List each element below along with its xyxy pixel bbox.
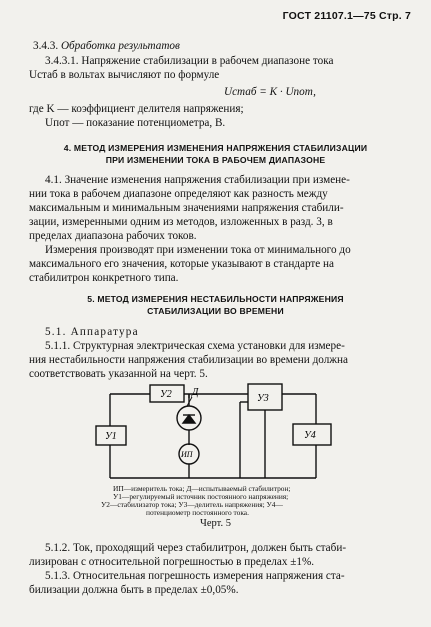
label-ip: ИП: [181, 450, 193, 459]
diagram-caption-line: ИП—измеритель тока; Д—испытываемый стабилитрон;: [113, 484, 291, 493]
paragraph-line: Измерения производят при изменении тока от минимального до: [45, 244, 351, 256]
subsection-heading: 5.1. Аппаратура: [45, 326, 139, 338]
paragraph-line: 5.1.3. Относительная погрешность измерения напряжения ста-: [45, 570, 345, 582]
diagram-caption-line: потенциометр постоянного тока.: [146, 508, 249, 517]
diagram-caption-line: У1—регулируемый источник постоянного напряжения;: [113, 492, 289, 501]
circuit-diagram: [88, 382, 350, 482]
paragraph-line: Uпот — показание потенциометра, В.: [45, 117, 226, 129]
figure-label: Черт. 5: [200, 518, 231, 529]
paragraph-line: 4.1. Значение изменения напряжения стабилизации при измене-: [45, 174, 350, 186]
label-u2: У2: [160, 389, 172, 400]
label-u4: У4: [304, 430, 316, 441]
subsection-title: Обработка результатов: [60, 40, 180, 52]
diode-triangle: [183, 415, 195, 423]
paragraph-line: ния нестабильности напряжения стабилизации во времени должна: [29, 354, 348, 366]
label-d: Д: [192, 387, 199, 398]
paragraph-line: пределах диапазона рабочих токов.: [29, 230, 197, 242]
subsection-heading: [33, 39, 180, 53]
label-u3: У3: [257, 393, 269, 404]
section-title: ПРИ ИЗМЕНЕНИИ ТОКА В РАБОЧЕМ ДИАПАЗОНЕ: [105, 155, 326, 165]
paragraph-line: зации, измеренными одним из методов, изложенных в разд. 3, в: [29, 216, 333, 228]
paragraph-line: максимальным и минимальным значениями напряжения стабили-: [29, 202, 344, 214]
paragraph-line: нии тока в рабочем диапазоне определяют как разность между: [29, 188, 328, 200]
subsection-number: 3.4.3.: [33, 40, 59, 52]
paragraph-line: 3.4.3.1. Напряжение стабилизации в рабочем диапазоне тока: [45, 55, 334, 67]
section-title: СТАБИЛИЗАЦИИ ВО ВРЕМЕНИ: [147, 306, 284, 316]
formula: Uстаб = K · Uпот,: [224, 86, 316, 98]
paragraph-line: билизации должна быть в пределах ±0,05%.: [29, 584, 239, 596]
paragraph-line: максимального его значения, которые указывают в стандарте на: [29, 258, 335, 270]
paragraph-line: Uстаб в вольтах вычисляют по формуле: [29, 69, 220, 81]
paragraph-line: где K — коэффициент делителя напряжения;: [29, 103, 244, 115]
paragraph-line: лизирован с относительной погрешностью в пределах ±1%.: [29, 556, 315, 568]
paragraph-line: стабилитрон конкретного типа.: [29, 272, 179, 284]
diagram-caption-line: У2—стабилизатор тока; У3—делитель напряжения; У4—: [101, 500, 283, 509]
label-u1: У1: [105, 431, 117, 442]
paragraph-line: 5.1.2. Ток, проходящий через стабилитрон, должен быть стаби-: [45, 542, 347, 554]
page-header: ГОСТ 21107.1—75 Стр. 7: [282, 10, 411, 22]
paragraph-line: 5.1.1. Структурная электрическая схема установки для измере-: [45, 340, 345, 352]
section-title: 5. МЕТОД ИЗМЕРЕНИЯ НЕСТАБИЛЬНОСТИ НАПРЯЖЕНИЯ: [87, 294, 344, 304]
section-title: 4. МЕТОД ИЗМЕРЕНИЯ ИЗМЕНЕНИЯ НАПРЯЖЕНИЯ СТАБИЛИЗАЦИИ: [63, 143, 368, 153]
paragraph-line: соответствовать указанной на черт. 5.: [29, 368, 208, 380]
